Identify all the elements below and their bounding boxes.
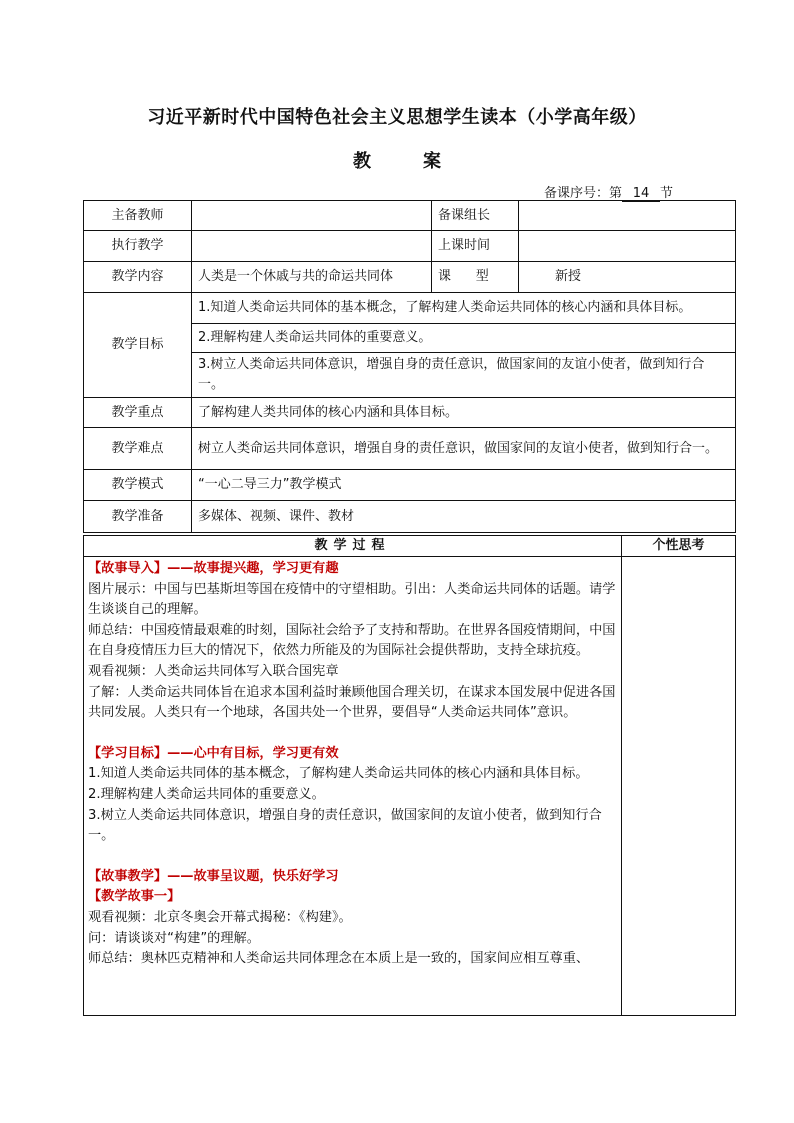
process-header-row [84, 536, 736, 557]
reflection-header: 个性思考 [622, 536, 736, 557]
row-exec [84, 231, 736, 262]
lesson-serial [544, 182, 673, 202]
goal-item: 2.理解构建人类命运共同体的重要意义。 [192, 324, 736, 353]
content-label: 教学内容 [84, 262, 192, 293]
prep-value: 多媒体、视频、课件、教材 [192, 501, 736, 533]
row-difficulty [84, 428, 736, 470]
section-story-teaching-title: 【故事教学】——故事呈议题，快乐好学习 [88, 868, 339, 884]
goal-item: 3.树立人类命运共同体意识，增强自身的责任意识，做国家间的友谊小使者，做到知行合一。 [192, 353, 736, 398]
difficulty-value: 树立人类命运共同体意识，增强自身的责任意识，做国家间的友谊小使者，做到知行合一。 [192, 428, 736, 470]
group-leader-value[interactable] [519, 201, 736, 231]
paragraph: 观看视频：人类命运共同体写入联合国宪章 [88, 663, 339, 679]
document-title: 习近平新时代中国特色社会主义思想学生读本（小学高年级） [147, 107, 647, 128]
class-time-label: 上课时间 [432, 231, 519, 262]
class-time-value[interactable] [519, 231, 736, 262]
prep-label: 教学准备 [84, 501, 192, 533]
difficulty-label: 教学难点 [84, 428, 192, 470]
type-label: 课 型 [432, 262, 519, 293]
row-prep [84, 501, 736, 533]
serial-prefix: 备课序号：第 [543, 186, 622, 201]
section-story-intro-title: 【故事导入】——故事提兴趣，学习更有趣 [88, 561, 339, 576]
document-subtitle [0, 147, 794, 173]
group-leader-label: 备课组长 [432, 201, 519, 231]
paragraph: 1.知道人类命运共同体的基本概念，了解构建人类命运共同体的核心内涵和具体目标。 [88, 766, 589, 782]
main-teacher-value[interactable] [192, 201, 432, 231]
key-label: 教学重点 [84, 398, 192, 428]
section-story-one-title: 【教学故事一】 [88, 889, 181, 905]
paragraph: 2.理解构建人类命运共同体的重要意义。 [88, 786, 325, 802]
reflection-cell[interactable] [622, 557, 736, 1016]
exec-teacher-label: 执行教学 [84, 231, 192, 262]
process-content [84, 557, 622, 1016]
paragraph: 观看视频：北京冬奥会开幕式揭秘：《构建》。 [88, 909, 352, 925]
section-learning-goals-title: 【学习目标】——心中有目标，学习更有效 [88, 745, 339, 761]
key-value: 了解构建人类共同体的核心内涵和具体目标。 [192, 398, 736, 428]
subtitle-char-2: 案 [423, 151, 441, 172]
paragraph: 了解：人类命运共同体旨在追求本国利益时兼顾他国合理关切，在谋求本国发展中促进各国共同发展。人类只有一个地球，各国共处一个世界，要倡导“人类命运共同体”意识。 [88, 684, 616, 721]
paragraph: 问：请谈谈对“构建”的理解。 [88, 930, 260, 946]
lesson-info-table [83, 200, 736, 533]
subtitle-char-1: 教 [353, 151, 371, 172]
paragraph: 师总结：奥林匹克精神和人类命运共同体理念在本质上是一致的，国家间应相互尊重、 [88, 951, 590, 967]
process-header: 教学过程 [84, 536, 622, 557]
main-teacher-label: 主备教师 [84, 201, 192, 231]
row-goal-1 [84, 293, 736, 324]
type-value: 新授 [519, 262, 736, 293]
goal-item: 1.知道人类命运共同体的基本概念，了解构建人类命运共同体的核心内涵和具体目标。 [192, 293, 736, 324]
serial-number: 14 [622, 187, 660, 202]
exec-teacher-value[interactable] [192, 231, 432, 262]
teaching-process-table [83, 535, 736, 1016]
row-mode [84, 470, 736, 501]
paragraph: 师总结：中国疫情最艰难的时刻，国际社会给予了支持和帮助。在世界各国疫情期间，中国在自身疫情压力巨大的情况下，依然力所能及的为国际社会提供帮助，支持全球抗疫。 [88, 622, 616, 659]
mode-value: “一心二导三力”教学模式 [192, 470, 736, 501]
paragraph: 图片展示：中国与巴基斯坦等国在疫情中的守望相助。引出：人类命运共同体的话题。请学生谈谈自己的理解。 [88, 581, 616, 618]
process-body-row [84, 557, 736, 1016]
content-value: 人类是一个休戚与共的命运共同体 [192, 262, 432, 293]
paragraph: 3.树立人类命运共同体意识，增强自身的责任意识，做国家间的友谊小使者，做到知行合一。 [88, 807, 602, 844]
serial-suffix: 节 [659, 186, 673, 201]
row-teachers [84, 201, 736, 231]
mode-label: 教学模式 [84, 470, 192, 501]
goals-label: 教学目标 [84, 293, 192, 398]
row-content [84, 262, 736, 293]
row-key [84, 398, 736, 428]
